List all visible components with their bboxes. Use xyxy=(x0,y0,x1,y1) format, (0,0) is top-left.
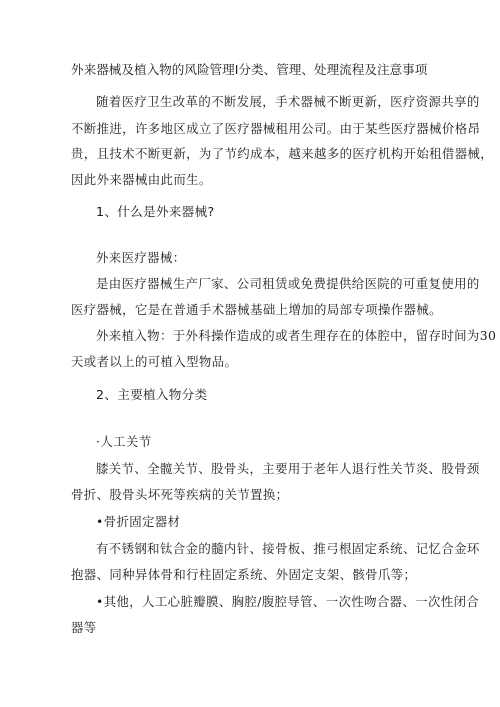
document-title: 外来器械及植入物的风险管理I分类、管理、处理流程及注意事项 xyxy=(71,62,428,77)
intro-line-2: 不断推进，许多地区成立了医疗器械租用公司。由于某些医疗器械价格昂 xyxy=(71,121,481,136)
other-implants-line-1: •其他，人工心脏瓣膜、胸腔/腹腔导管、一次性吻合器、一次性闭合 xyxy=(96,594,480,609)
implant-definition-line-1: 外来植入物：于外科操作造成的或者生理存在的体腔中，留存时间为30 xyxy=(96,328,497,343)
section-2-heading: 2、主要植入物分类 xyxy=(96,387,208,402)
fracture-fixation-desc-line-1: 有不锈钢和钛合金的髓内针、接骨板、推弓根固定系统、记忆合金环 xyxy=(96,541,480,556)
other-implants-line-2: 器等 xyxy=(71,620,97,635)
section-1-definition-line-2: 医疗器械，它是在普通手术器械基础上增加的局部专项操作器械。 xyxy=(71,302,442,317)
artificial-joint-desc-line-1: 膝关节、全髋关节、股骨头，主要用于老年人退行性关节炎、股骨颈 xyxy=(96,461,480,476)
artificial-joint-label: ·人工关节 xyxy=(96,434,152,449)
section-1-definition-line-1: 是由医疗器械生产厂家、公司租赁或免费提供给医院的可重复使用的 xyxy=(96,276,480,291)
intro-line-3: 贵，且技术不断更新，为了节约成本，越来越多的医疗机构开始租借器械， xyxy=(71,146,494,161)
fracture-fixation-desc-line-2: 抱器、同种异体骨和行柱固定系统、外固定支架、骸骨爪等； xyxy=(71,567,417,582)
fracture-fixation-label: •骨折固定器材 xyxy=(96,514,181,529)
implant-definition-line-2: 天或者以上的可植入型物品。 xyxy=(71,354,238,369)
intro-line-4: 因此外来器械由此而生。 xyxy=(71,172,212,187)
section-1-label: 外来医疗器械： xyxy=(96,250,186,265)
section-1-heading: 1、什么是外来器械? xyxy=(96,204,215,219)
artificial-joint-desc-line-2: 骨折、股骨头坏死等疾病的关节置换； xyxy=(71,487,289,502)
intro-line-1: 随着医疗卫生改革的不断发展，手术器械不断更新，医疗资源共享的 xyxy=(96,94,480,109)
